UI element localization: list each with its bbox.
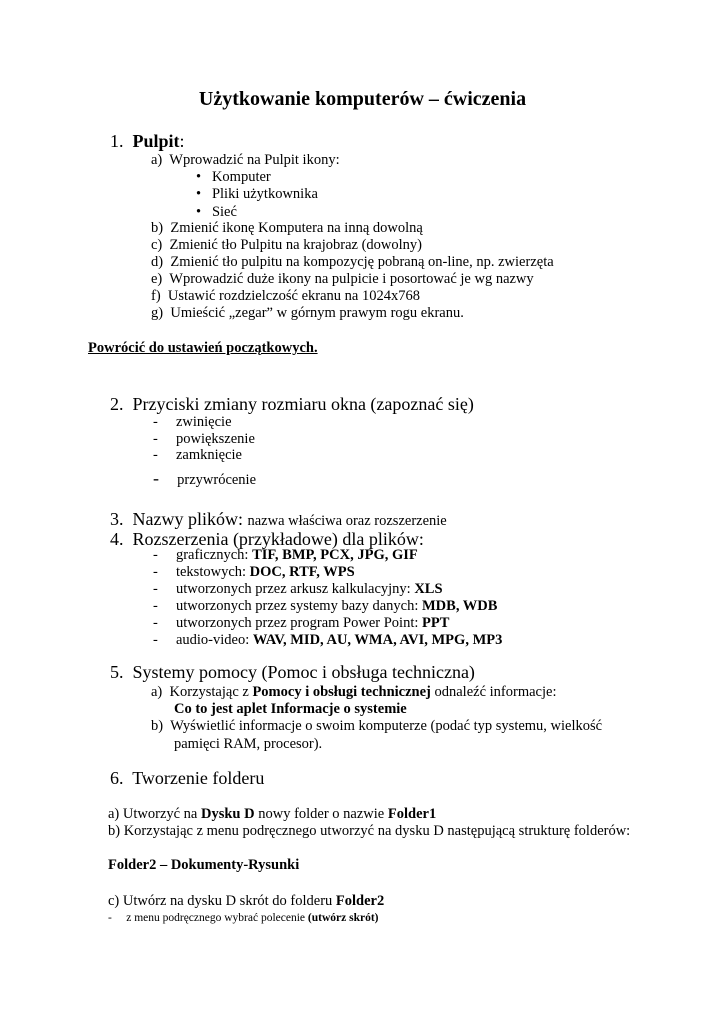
item-label: d) xyxy=(151,254,164,270)
section-4-number: 4. xyxy=(110,529,124,549)
dash-marker: - xyxy=(153,447,158,463)
dash-marker: - xyxy=(108,912,112,924)
section-5-item-b xyxy=(151,718,602,735)
extension-values: MDB, WDB xyxy=(421,598,498,614)
dash-marker: - xyxy=(153,615,158,631)
section-5-item-b-continued: pamięci RAM, procesor). xyxy=(174,736,323,752)
list-item-text: zwinięcie xyxy=(175,414,232,430)
section-1-item-f xyxy=(151,288,420,305)
bullet-icon: • xyxy=(196,186,202,202)
item-text: nowy folder o nazwie xyxy=(254,806,388,822)
extension-values: TIF, BMP, PCX, JPG, GIF xyxy=(252,547,418,563)
extension-item xyxy=(153,598,497,615)
extension-item xyxy=(153,581,443,598)
section-1-title: Pulpit xyxy=(132,131,180,151)
dash-marker: - xyxy=(153,431,158,447)
bullet-item xyxy=(196,204,237,221)
extension-label: utworzonych przez arkusz kalkulacyjny: xyxy=(175,581,415,597)
extension-label: graficznych: xyxy=(175,547,253,563)
extension-label: tekstowych: xyxy=(175,564,250,580)
extension-item xyxy=(153,547,418,564)
section-6-item-b: b) Korzystając z menu podręcznego utworzyć na dysku D następującą strukturę folderów: xyxy=(108,823,631,839)
item-label: a) xyxy=(151,152,163,168)
extension-label: utworzonych przez systemy bazy danych: xyxy=(175,598,422,614)
list-item-text: zamknięcie xyxy=(175,447,242,463)
section-6-number: 6. xyxy=(110,768,124,788)
item-bold-text: Dysku D xyxy=(201,806,255,822)
section-6-title: Tworzenie folderu xyxy=(132,768,265,788)
dash-marker: - xyxy=(153,564,158,580)
section-2-heading xyxy=(110,394,474,415)
section-5-item-a-topic: Co to jest aplet Informacje o systemie xyxy=(174,701,407,717)
bullet-text: Komputer xyxy=(211,169,271,185)
extension-item xyxy=(153,632,502,649)
item-label: a) xyxy=(151,684,163,700)
item-text: odnaleźć informacje: xyxy=(430,684,557,700)
bullet-item xyxy=(196,169,271,186)
extension-item xyxy=(153,564,355,581)
list-item-text: przywrócenie xyxy=(177,472,257,488)
section-4-title: Rozszerzenia (przykładowe) dla plików: xyxy=(132,529,424,549)
reset-note: Powrócić do ustawień początkowych. xyxy=(88,340,318,356)
bullet-text: Pliki użytkownika xyxy=(211,186,318,202)
section-1-item-b xyxy=(151,220,423,237)
item-label: e) xyxy=(151,271,163,287)
item-text: Korzystając z xyxy=(169,684,253,700)
section-1-item-a xyxy=(151,152,340,169)
section-5-title: Systemy pomocy (Pomoc i obsługa techniczna) xyxy=(132,662,475,682)
item-label: b) xyxy=(151,718,164,734)
dash-marker: - xyxy=(153,598,158,614)
section-6-item-c xyxy=(108,893,384,910)
item-text: Umieścić „zegar” w górnym prawym rogu ekranu. xyxy=(170,305,464,321)
section-1-item-d xyxy=(151,254,554,271)
extension-label: utworzonych przez program Power Point: xyxy=(175,615,423,631)
section-1-heading xyxy=(110,131,185,152)
item-text: Zmienić tło pulpitu na kompozycję pobraną on-line, np. zwierzęta xyxy=(170,254,554,270)
section-5-heading xyxy=(110,662,475,683)
dash-marker: - xyxy=(153,632,158,648)
bullet-icon: • xyxy=(196,169,202,185)
bullet-icon: • xyxy=(196,204,202,220)
item-text: Wprowadzić duże ikony na pulpicie i posortować je wg nazwy xyxy=(169,271,534,287)
dash-marker: - xyxy=(153,468,159,488)
bullet-text: Sieć xyxy=(211,204,237,220)
section-5-item-a xyxy=(151,684,556,701)
section-5-number: 5. xyxy=(110,662,124,682)
item-bold-text: Folder2 xyxy=(335,893,385,909)
item-bold-text: Folder1 xyxy=(387,806,437,822)
section-3-heading xyxy=(110,509,447,530)
item-bold-text: Pomocy i obsługi technicznej xyxy=(252,684,431,700)
folder-structure: Folder2 – Dokumenty-Rysunki xyxy=(108,857,300,873)
item-label: b) xyxy=(151,220,164,236)
section-2-number: 2. xyxy=(110,394,124,414)
extension-item xyxy=(153,615,449,632)
item-text: Wyświetlić informacje o swoim komputerze (podać typ systemu, wielkość xyxy=(170,718,603,734)
section-3-title: Nazwy plików: xyxy=(132,509,243,529)
item-label: f) xyxy=(151,288,161,304)
section-2-title: Przyciski zmiany rozmiaru okna (zapoznać się) xyxy=(132,394,474,414)
list-item xyxy=(153,414,232,431)
section-1-colon: : xyxy=(179,131,185,151)
item-text: Zmienić ikonę Komputera na inną dowolną xyxy=(170,220,423,236)
section-3-description: nazwa właściwa oraz rozszerzenie xyxy=(247,513,447,529)
item-label: c) xyxy=(151,237,163,253)
section-1-item-g xyxy=(151,305,464,322)
item-text: c) Utwórz na dysku D skrót do folderu xyxy=(108,893,336,909)
extension-label: audio-video: xyxy=(175,632,253,648)
extension-values: XLS xyxy=(414,581,443,597)
section-6-item-a xyxy=(108,806,436,823)
dash-marker: - xyxy=(153,414,158,430)
extension-values: DOC, RTF, WPS xyxy=(249,564,355,580)
list-item xyxy=(153,468,256,489)
page-title: Użytkowanie komputerów – ćwiczenia xyxy=(198,88,527,110)
item-text: a) Utworzyć na xyxy=(108,806,201,822)
item-text: Wprowadzić na Pulpit ikony: xyxy=(169,152,340,168)
section-1-number: 1. xyxy=(110,131,124,151)
extension-values: PPT xyxy=(422,615,450,631)
dash-marker: - xyxy=(153,581,158,597)
list-item-text: powiększenie xyxy=(175,431,255,447)
section-1-item-e xyxy=(151,271,534,288)
item-label: g) xyxy=(151,305,164,321)
list-item xyxy=(153,431,255,448)
section-1-item-c xyxy=(151,237,422,254)
item-text: Zmienić tło Pulpitu na krajobraz (dowolny) xyxy=(169,237,422,253)
section-6-heading xyxy=(110,768,264,789)
bullet-item xyxy=(196,186,318,203)
list-item xyxy=(153,447,242,464)
dash-marker: - xyxy=(153,547,158,563)
section-3-number: 3. xyxy=(110,509,124,529)
item-text: Ustawić rozdzielczość ekranu na 1024x768 xyxy=(167,288,420,304)
note-bold-text: (utwórz skrót) xyxy=(307,912,379,924)
extension-values: WAV, MID, AU, WMA, AVI, MPG, MP3 xyxy=(252,632,503,648)
note-text: z menu podręcznego wybrać polecenie xyxy=(126,912,308,924)
section-6-note xyxy=(108,912,378,924)
